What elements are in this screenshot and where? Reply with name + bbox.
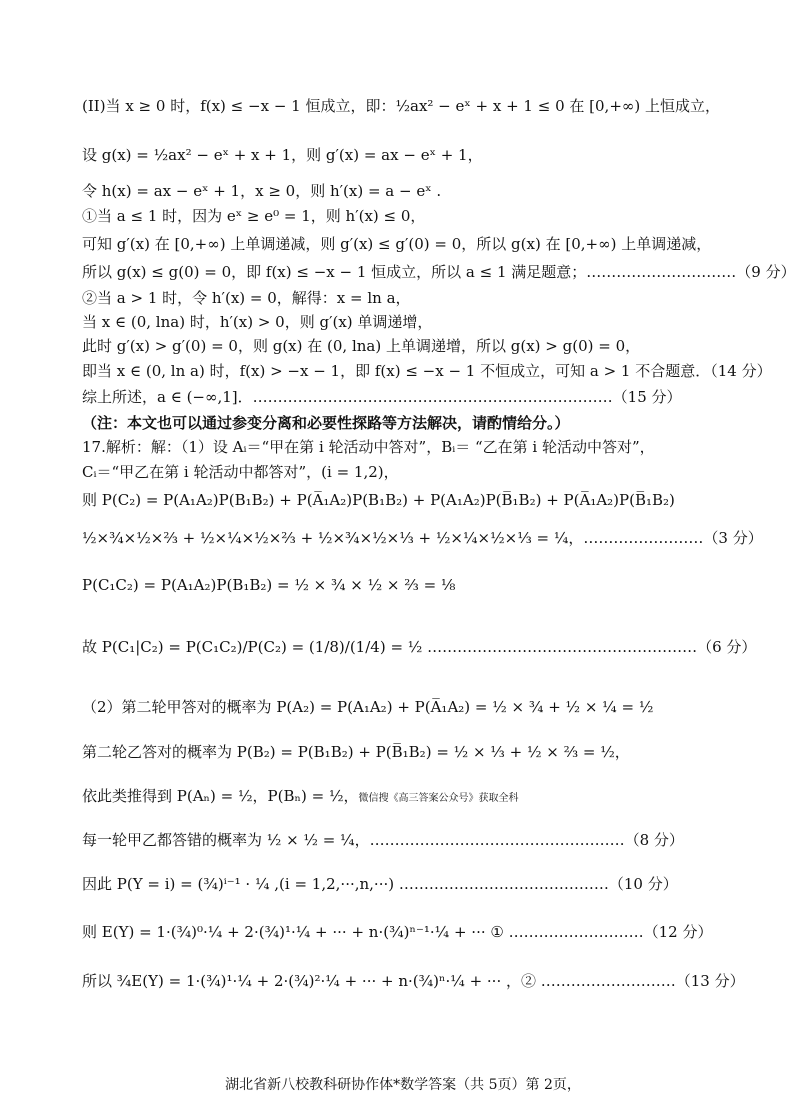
text-line: Cᵢ＝“甲乙在第 i 轮活动中都答对”，(i = 1,2)， [82, 463, 399, 481]
text-line: 则 P(C₂) = P(A₁A₂)P(B₁B₂) + P(A̅₁A₂)P(B₁B₂) + P(A₁A₂)P(B̅₁B₂) + P(A̅₁A₂)P(B̅₁B₂) [82, 491, 675, 509]
text-line: 即当 x ∈ (0, ln a) 时，f(x) > −x − 1，即 f(x) ≤ −x − 1 不恒成立，可知 a > 1 不合题意．（14 分） [82, 362, 772, 380]
text-line: 每一轮甲乙都答错的概率为 ½ × ½ = ¼，……………………………………………（8 分） [82, 831, 684, 849]
text-line: ½×¾×½×⅔ + ½×¼×½×⅔ + ½×¾×½×⅓ + ½×¼×½×⅓ = ¼，……………………（3 分） [82, 529, 763, 547]
text-line: 则 E(Y) = 1·(¾)⁰·¼ + 2·(¾)¹·¼ + ··· + n·(¾)ⁿ⁻¹·¼ + ··· ① ………………………（12 分） [82, 923, 713, 941]
text-line: 此时 g′(x) > g′(0) = 0，则 g(x) 在 (0, lna) 上单调递增，所以 g(x) > g(0) = 0， [82, 337, 641, 355]
text-line: 17.解析：解：（1）设 Aᵢ＝“甲在第 i 轮活动中答对”，Bᵢ＝ “乙在第 i 轮活动中答对”， [82, 438, 655, 456]
text-line: 故 P(C₁|C₂) = P(C₁C₂)/P(C₂) = (1/8)/(1/4) = ½ ………………………………………………（6 分） [82, 638, 757, 656]
text-line: 可知 g′(x) 在 [0,+∞) 上单调递减，则 g′(x) ≤ g′(0) = 0，所以 g(x) 在 [0,+∞) 上单调递减， [82, 235, 712, 253]
text-line: 依此类推得到 P(Aₙ) = ½，P(Bₙ) = ½，微信搜《高三答案公众号》获取全科 [82, 787, 519, 805]
text-line: 设 g(x) = ½ax² − eˣ + x + 1，则 g′(x) = ax − eˣ + 1， [82, 146, 483, 164]
text-line: ①当 a ≤ 1 时，因为 eˣ ≥ e⁰ = 1，则 h′(x) ≤ 0， [82, 207, 426, 225]
text-line: 第二轮乙答对的概率为 P(B₂) = P(B₁B₂) + P(B̅₁B₂) = ½ × ⅓ + ½ × ⅔ = ½， [82, 743, 630, 761]
text-line: 所以 g(x) ≤ g(0) = 0，即 f(x) ≤ −x − 1 恒成立，所以 a ≤ 1 满足题意；…………………………（9 分） [82, 263, 796, 281]
note-line: （注：本文也可以通过参变分离和必要性探路等方法解决，请酌情给分。） [82, 414, 570, 432]
text-line: P(C₁C₂) = P(A₁A₂)P(B₁B₂) = ½ × ¾ × ½ × ⅔ = ⅛ [82, 576, 456, 594]
text-line: 当 x ∈ (0, lna) 时，h′(x) > 0，则 g′(x) 单调递增， [82, 313, 433, 331]
text-line: (II)当 x ≥ 0 时，f(x) ≤ −x − 1 恒成立，即：½ax² − eˣ + x + 1 ≤ 0 在 [0,+∞) 上恒成立， [82, 97, 720, 115]
text-line: 所以 ¾E(Y) = 1·(¾)¹·¼ + 2·(¾)²·¼ + ··· + n·(¾)ⁿ·¼ + ··· ，② ………………………（13 分） [82, 972, 745, 990]
text-line: （2）第二轮甲答对的概率为 P(A₂) = P(A₁A₂) + P(A̅₁A₂) = ½ × ¾ + ½ × ¼ = ½ [82, 698, 654, 716]
page-footer: 湖北省新八校教科研协作体*数学答案（共 5页）第 2页， [225, 1077, 581, 1093]
text-line: 综上所述，a ∈ (−∞,1]．………………………………………………………………（15 分） [82, 388, 682, 406]
text-line: 因此 P(Y = i) = (¾)ⁱ⁻¹ · ¼ ,(i = 1,2,···,n,···) ……………………………………（10 分） [82, 875, 678, 893]
watermark-text: 微信搜《高三答案公众号》获取全科 [358, 793, 519, 804]
text-line: ②当 a > 1 时，令 h′(x) = 0，解得：x = ln a， [82, 289, 411, 307]
text-line: 令 h(x) = ax − eˣ + 1，x ≥ 0，则 h′(x) = a − eˣ . [82, 182, 442, 200]
